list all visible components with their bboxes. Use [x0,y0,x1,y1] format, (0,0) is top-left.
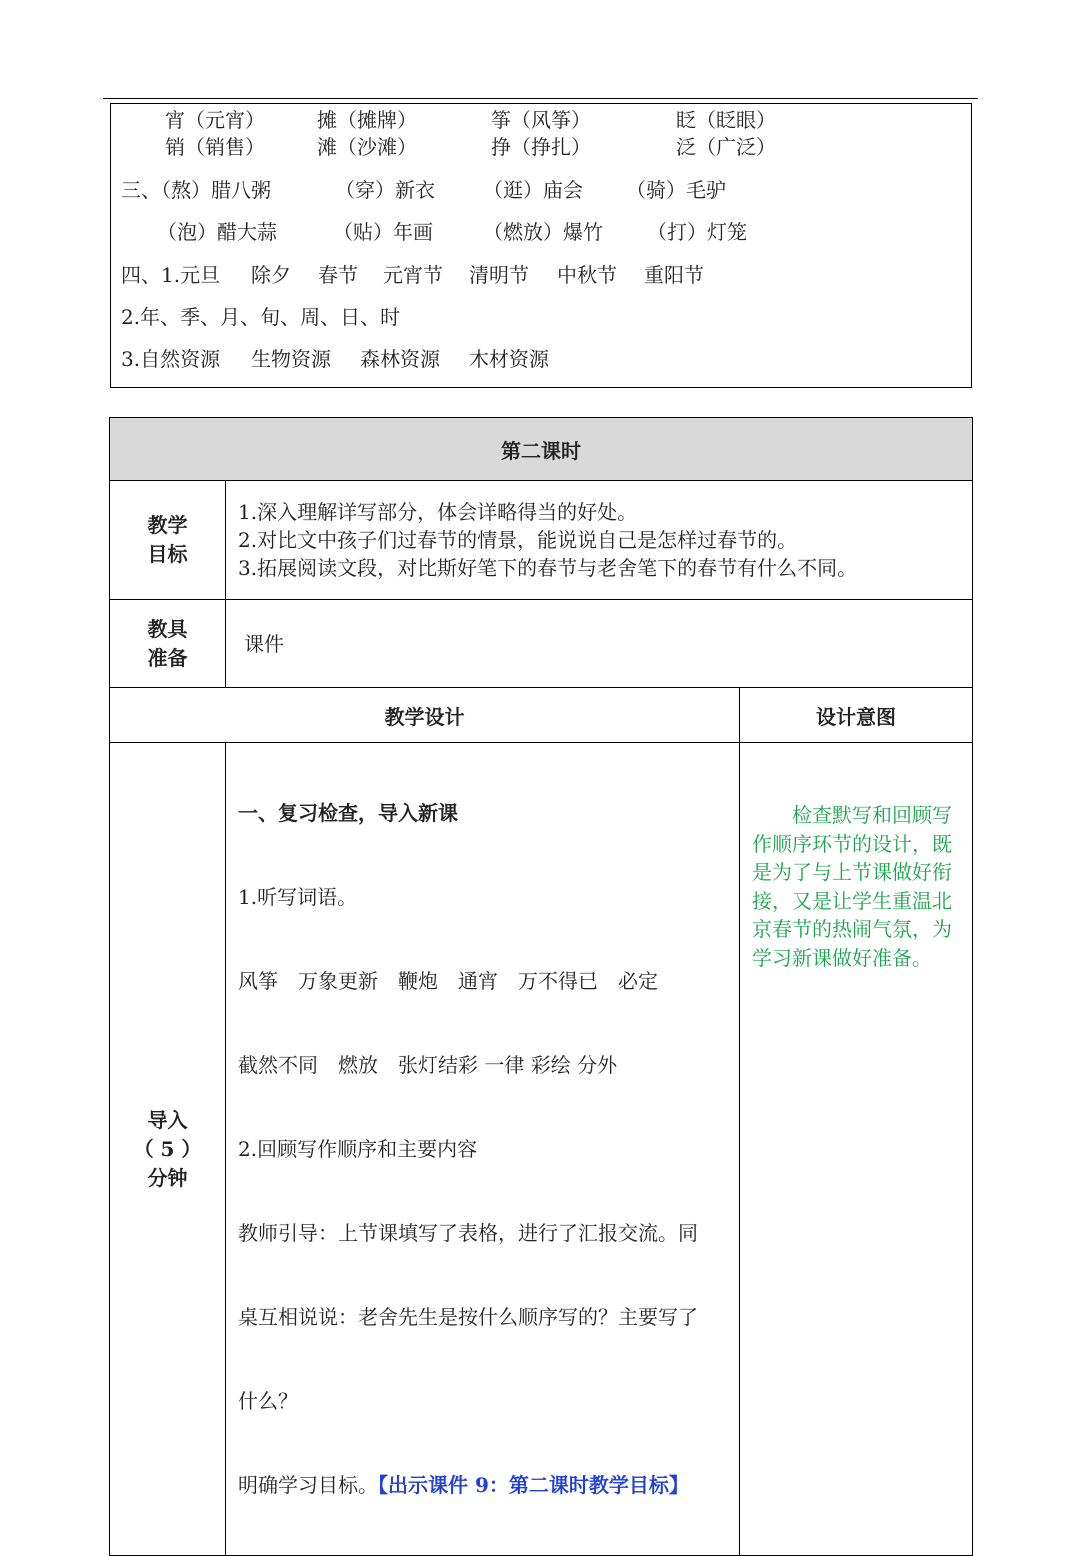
goal-item: 3.拓展阅读文段，对比斯好笔下的春节与老舍笔下的春节有什么不同。 [238,556,858,580]
intro-line: 1.听写词语。 [238,885,358,909]
answer-line: 2.年、季、月、旬、周、日、时 [121,305,401,329]
answer-item: 筝（风筝） [491,108,591,132]
tools-cell: 课件 [226,600,973,688]
answer-item: 元宵节 [383,263,443,287]
answer-box [110,103,972,388]
answer-item: （穿）新衣 [335,178,435,202]
answer-item: （打）灯笼 [647,220,747,244]
goals-label: 教学 目标 [110,481,226,600]
answer-item: 清明节 [469,263,529,287]
goals-cell [226,481,973,600]
answer-item: （贴）年画 [333,220,433,244]
answer-item: 中秋节 [557,263,617,287]
top-rule [103,98,978,99]
intro-line: 桌互相说说：老舍先生是按什么顺序写的？主要写了 [238,1305,698,1329]
intent-header: 设计意图 [740,688,973,743]
intro-line: 风筝 万象更新 鞭炮 通宵 万不得已 必定 [238,969,658,993]
answer-item: 眨（眨眼） [676,108,776,132]
answer-item: 森林资源 [360,347,440,371]
tools-label: 教具 准备 [110,600,226,688]
answer-item: 生物资源 [251,347,331,371]
answer-item: 春节 [318,263,358,287]
goal-item: 2.对比文中孩子们过春节的情景，能说说自己是怎样过春节的。 [238,528,798,552]
answer-item: （骑）毛驴 [626,178,726,202]
answer-item: 销（销售） [165,135,265,159]
lesson-table [109,417,973,1556]
intro-line: 截然不同 燃放 张灯结彩 一律 彩绘 分外 [238,1053,618,1077]
intro-content [226,743,740,1556]
answer-item: 重阳节 [644,263,704,287]
answer-item: 宵（元宵） [165,108,265,132]
lesson-title: 第二课时 [110,418,973,481]
intro-line-last: 明确学习目标。【出示课件 9：第二课时教学目标】 [238,1473,689,1497]
answer-item: 挣（挣扎） [491,135,591,159]
intro-line: 2.回顾写作顺序和主要内容 [238,1137,478,1161]
intro-line: 什么？ [238,1389,298,1413]
intro-label: 导入 （ 5 ） 分钟 [110,743,226,1556]
intro-heading: 一、复习检查，导入新课 [238,801,458,825]
answer-item: 泛（广泛） [676,135,776,159]
answer-item: 3.自然资源 [121,347,221,371]
answer-item: （逛）庙会 [483,178,583,202]
answer-item: 滩（沙滩） [317,135,417,159]
design-header: 教学设计 [110,688,740,743]
courseware-link: 【出示课件 9：第二课时教学目标】 [378,1473,689,1497]
answer-item: （燃放）爆竹 [483,220,603,244]
answer-item: 木材资源 [469,347,549,371]
answer-item: 摊（摊牌） [317,108,417,132]
intent-text: 检查默写和回顾写作顺序环节的设计，既是为了与上节课做好衔接，又是让学生重温北京春节的热闹气氛，为学习新课做好准备。 [740,743,973,1556]
answer-item: 除夕 [251,263,291,287]
answer-item: 三、（熬）腊八粥 [121,178,271,202]
answer-item: （泡）醋大蒜 [157,220,277,244]
goal-item: 1.深入理解详写部分，体会详略得当的好处。 [238,500,638,524]
answer-item: 四、1.元旦 [121,263,221,287]
intro-line: 教师引导：上节课填写了表格，进行了汇报交流。同 [238,1221,698,1245]
